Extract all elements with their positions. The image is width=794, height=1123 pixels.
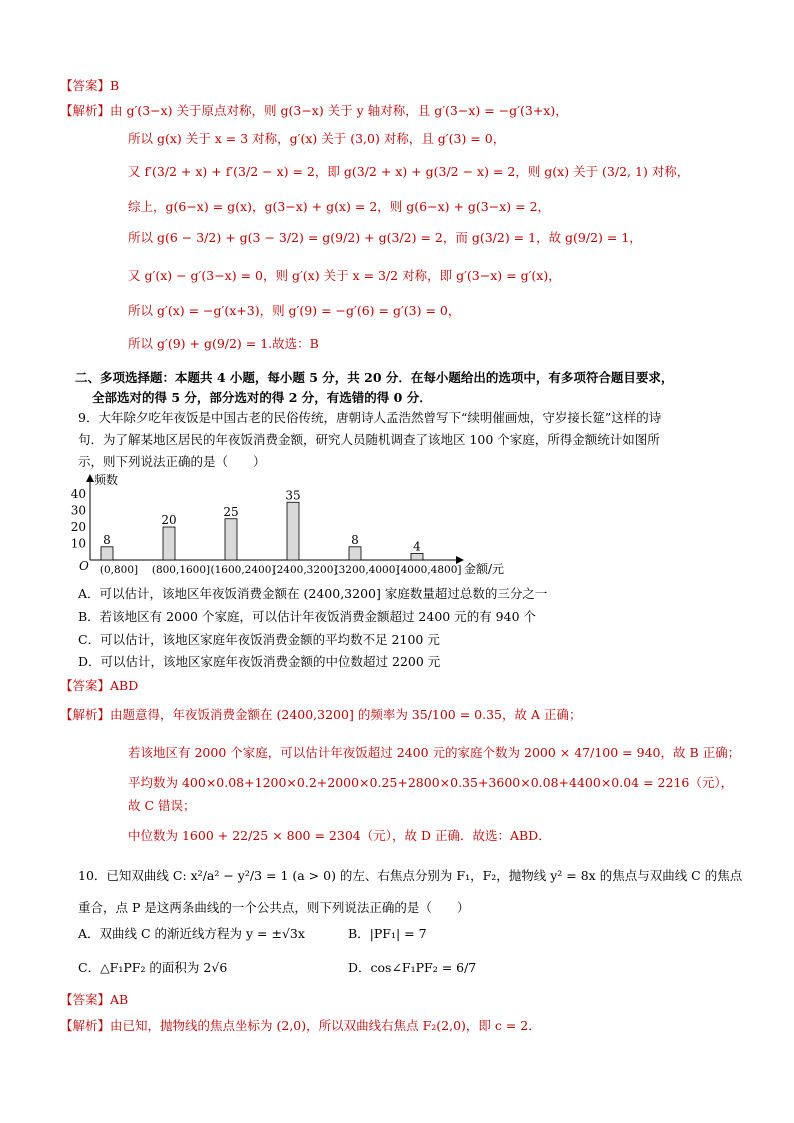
- analysis-tag: 【解析】: [60, 103, 111, 118]
- histogram-bar: [411, 553, 423, 560]
- q10-stem-2: 重合，点 P 是这两条曲线的一个公共点，则下列说法正确的是（ ）: [78, 900, 470, 915]
- q10-option-a: A．双曲线 C 的渐近线方程为 y = ±√3x: [78, 926, 305, 941]
- analysis-tag: 【解析】: [60, 707, 111, 722]
- q9-stem-2: 句．为了解某地区居民的年夜饭消费金额，研究人员随机调查了该地区 100 个家庭，所得金额统计如图所: [78, 432, 660, 447]
- histogram-chart: [60, 470, 505, 582]
- q9-analysis-line-4: 故 C 错误；: [128, 798, 196, 813]
- category-label: (2400,3200]: [272, 564, 338, 576]
- q8-analysis-line-7: 所以 g′(x) = −g′(x+3)，则 g′(9) = −g′(6) = g′(3) = 0，: [128, 303, 461, 318]
- q9-analysis-line-1: [60, 705, 582, 723]
- category-label: (3200,4000]: [334, 564, 400, 576]
- bar-value-label: 8: [103, 532, 111, 547]
- q10-answer: AB: [110, 992, 129, 1007]
- bar-value-label: 20: [161, 513, 177, 527]
- x-axis-label: 金额/元: [464, 562, 505, 576]
- q9-analysis-text-1: 由题意得，年夜饭消费金额在 (2400,3200] 的频率为 35/100 = 0.35，故 A 正确；: [110, 707, 582, 722]
- category-label: (4000,4800]: [396, 564, 462, 576]
- q8-analysis-text-1: 由 g′(3−x) 关于原点对称，则 g(3−x) 关于 y 轴对称，且 g′(3−x) = −g′(3+x)，: [110, 103, 568, 118]
- q8-analysis-line-1: [60, 101, 568, 119]
- q9-answer: ABD: [110, 678, 139, 693]
- q9-option-d: D．可以估计，该地区家庭年夜饭消费金额的中位数超过 2200 元: [78, 654, 441, 669]
- answer-tag: 【答案】: [60, 678, 111, 693]
- bar-value-label: 4: [413, 539, 421, 554]
- q9-analysis-line-3: 平均数为 400×0.08+1200×0.2+2000×0.25+2800×0.35+3600×0.08+4400×0.04 = 2216（元），: [128, 775, 734, 790]
- bar-value-label: 8: [351, 532, 359, 547]
- y-tick-label: 20: [70, 520, 86, 534]
- origin-label: O: [79, 559, 89, 573]
- histogram-bar: [101, 547, 113, 560]
- q9-option-c: C．可以估计，该地区家庭年夜饭消费金额的平均数不足 2100 元: [78, 632, 440, 647]
- q10-option-b: B．|PF₁| = 7: [348, 926, 427, 941]
- y-tick-label: 40: [70, 487, 86, 501]
- q9-analysis-line-5: 中位数为 1600 + 22/25 × 800 = 2304（元），故 D 正确．故选：ABD．: [128, 828, 551, 843]
- q8-analysis-line-2: 所以 g(x) 关于 x = 3 对称，g′(x) 关于 (3,0) 对称，且 g′(3) = 0，: [128, 131, 506, 146]
- q8-analysis-line-5: 所以 g(6 − 3/2) + g(3 − 3/2) = g(9/2) + g(3/2) = 2，而 g(3/2) = 1，故 g(9/2) = 1，: [128, 230, 642, 245]
- q10-answer-line: [60, 990, 128, 1008]
- q8-answer-line: [60, 76, 119, 94]
- q9-answer-line: [60, 676, 138, 694]
- category-label: (0,800]: [99, 564, 139, 576]
- y-tick-label: 10: [70, 536, 86, 551]
- q8-analysis-line-6: 又 g′(x) − g′(3−x) = 0，则 g′(x) 关于 x = 3/2 对称，即 g′(3−x) = g′(x)，: [128, 268, 561, 283]
- histogram-bar: [163, 527, 175, 560]
- q9-stem-1: 9．大年除夕吃年夜饭是中国古老的民俗传统，唐朝诗人孟浩然曾写下“续明催画烛，守岁接长筵”这样的诗: [78, 410, 662, 425]
- q8-analysis-line-3: 又 f′(3/2 + x) + f′(3/2 − x) = 2，即 g(3/2 + x) + g(3/2 − x) = 2，则 g(x) 关于 (3/2, 1) 对称，: [128, 164, 690, 179]
- category-label: (800,1600]: [151, 564, 211, 576]
- category-label: (1600,2400]: [210, 564, 276, 576]
- answer-tag: 【答案】: [60, 992, 111, 1007]
- q9-stem-3: 示，则下列说法正确的是（ ）: [78, 454, 266, 469]
- q10-option-c: C．△F₁PF₂ 的面积为 2√6: [78, 960, 228, 975]
- y-axis-label: 频数: [94, 473, 119, 487]
- q8-analysis-line-4: 综上，g(6−x) = g(x)，g(3−x) + g(x) = 2，则 g(6−x) + g(3−x) = 2，: [128, 199, 551, 214]
- q9-option-b: B．若该地区有 2000 个家庭，可以估计年夜饭消费金额超过 2400 元的有 940 个: [78, 609, 537, 624]
- q8-answer: B: [110, 78, 120, 93]
- histogram-bar: [349, 547, 361, 560]
- section2-line-1: 二、多项选择题：本题共 4 小题，每小题 5 分，共 20 分．在每小题给出的选项中，有多项符合题目要求，: [75, 370, 674, 385]
- q8-analysis-line-8: 所以 g′(9) + g(9/2) = 1.故选：B: [128, 336, 319, 351]
- q10-option-d: D．cos∠F₁PF₂ = 6/7: [348, 960, 477, 975]
- bar-value-label: 25: [223, 504, 239, 519]
- bar-value-label: 35: [285, 488, 301, 503]
- q10-stem-1: 10．已知双曲线 C: x²/a² − y²/3 = 1 (a > 0) 的左、右焦点分别为 F₁，F₂，抛物线 y² = 8x 的焦点与双曲线 C 的焦点: [78, 868, 743, 883]
- analysis-tag: 【解析】: [60, 1018, 111, 1033]
- y-tick-label: 30: [70, 503, 86, 518]
- histogram-bar: [287, 502, 299, 560]
- answer-tag: 【答案】: [60, 78, 111, 93]
- q10-analysis-line: [60, 1016, 541, 1034]
- q9-analysis-line-2: 若该地区有 2000 个家庭，可以估计年夜饭超过 2400 元的家庭个数为 2000 × 47/100 = 940，故 B 正确；: [128, 745, 741, 760]
- histogram-bar: [225, 519, 237, 560]
- section2-line-2: 全部选对的得 5 分，部分选对的得 2 分，有选错的得 0 分．: [92, 390, 432, 405]
- q9-option-a: A．可以估计，该地区年夜饭消费金额在 (2400,3200] 家庭数量超过总数的三分之一: [78, 586, 548, 601]
- q10-analysis-text: 由已知，抛物线的焦点坐标为 (2,0)，所以双曲线右焦点 F₂(2,0)，即 c = 2．: [110, 1018, 541, 1033]
